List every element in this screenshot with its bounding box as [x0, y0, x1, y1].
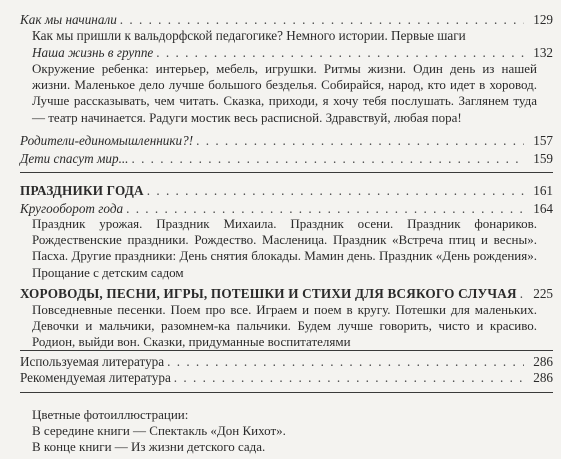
leader-dots	[174, 370, 524, 385]
leader-dots	[131, 151, 524, 166]
leader-dots	[120, 12, 524, 27]
page-number: 286	[533, 354, 553, 369]
entry-title: Родители-единомышленники?!	[20, 133, 194, 148]
leader-dots	[147, 183, 524, 198]
entry-description-year-cycle: Праздник урожая. Праздник Михаила. Праздник осени. Праздник фонариков. Рождественские праздники. Рождество. Масленица. Праздник «Встреча птиц и весны». Пасха. Другие праздники: День снятия блокады. Мамин день. Праздник «День рождения». Прощание с детским садом	[32, 216, 537, 280]
toc-entry-our-life[interactable]	[32, 45, 553, 60]
entry-description-games: Повседневные песенки. Поем про все. Играем и поем в кругу. Потешки для маленьких. Девочки и мальчики, разомнем-ка пальчики. Будем лучше говорить, чисто и красиво. Родион, выйди вон. Сказки, придуманные воспитателями	[32, 302, 537, 350]
leader-dots	[126, 201, 524, 216]
toc-entry-recommended-literature[interactable]	[20, 370, 553, 385]
page-number: 161	[533, 183, 553, 198]
entry-title: ХОРОВОДЫ, ПЕСНИ, ИГРЫ, ПОТЕШКИ И СТИХИ ДЛЯ ВСЯКОГО СЛУЧАЯ	[20, 286, 517, 301]
entry-title: Рекомендуемая литература	[20, 370, 171, 385]
toc-entry-used-literature[interactable]	[20, 354, 553, 369]
toc-entry-how-we-started[interactable]	[20, 12, 553, 27]
entry-title: Дети спасут мир...	[20, 151, 129, 166]
entry-title: Как мы пришли к вальдорфской педагогике? Немного истории. Первые шаги	[32, 28, 466, 43]
page-number: 286	[533, 370, 553, 385]
section-divider	[20, 392, 553, 393]
toc-entry-holidays[interactable]	[20, 183, 553, 198]
toc-entry-year-cycle[interactable]	[20, 201, 553, 216]
entry-title: Как мы начинали	[20, 12, 117, 27]
entry-title: ПРАЗДНИКИ ГОДА	[20, 183, 144, 198]
leader-dots	[196, 133, 524, 148]
illustrations-heading: Цветные фотоиллюстрации:	[32, 407, 189, 422]
leader-dots	[520, 286, 524, 301]
leader-dots	[156, 45, 524, 60]
illustrations-middle: В середине книги — Спектакль «Дон Кихот».	[32, 423, 286, 438]
entry-description-our-life: Окружение ребенка: интерьер, мебель, игрушки. Ритмы жизни. Один день из нашей жизни. Маленькое дело лучше большого безделья. Собирайся, народ, кто идет в хоровод. Лучше рассказывать, чем читать. Сказка, приходи, я хочу тебя послушать. Заглянем туда — театр начинается. Радуги мостик весь расписной. Здравствуй, любая пора!	[32, 61, 537, 125]
entry-title: Кругооборот года	[20, 201, 124, 216]
entry-title: Наша жизнь в группе	[32, 45, 154, 60]
page-number: 132	[533, 45, 553, 60]
page-number: 157	[533, 133, 553, 148]
leader-dots	[167, 354, 524, 369]
section-divider	[20, 350, 553, 351]
page-number: 164	[533, 201, 553, 216]
toc-entry-children[interactable]	[20, 151, 553, 166]
toc-entry-how-we-came[interactable]	[32, 28, 553, 43]
page-number: 225	[533, 286, 553, 301]
entry-title: Используемая литература	[20, 354, 165, 369]
toc-entry-parents[interactable]	[20, 133, 553, 148]
page-number: 129	[533, 12, 553, 27]
section-divider	[20, 172, 553, 173]
toc-entry-games[interactable]	[20, 286, 553, 301]
page-number: 159	[533, 151, 553, 166]
illustrations-end: В конце книги — Из жизни детского сада.	[32, 439, 266, 454]
